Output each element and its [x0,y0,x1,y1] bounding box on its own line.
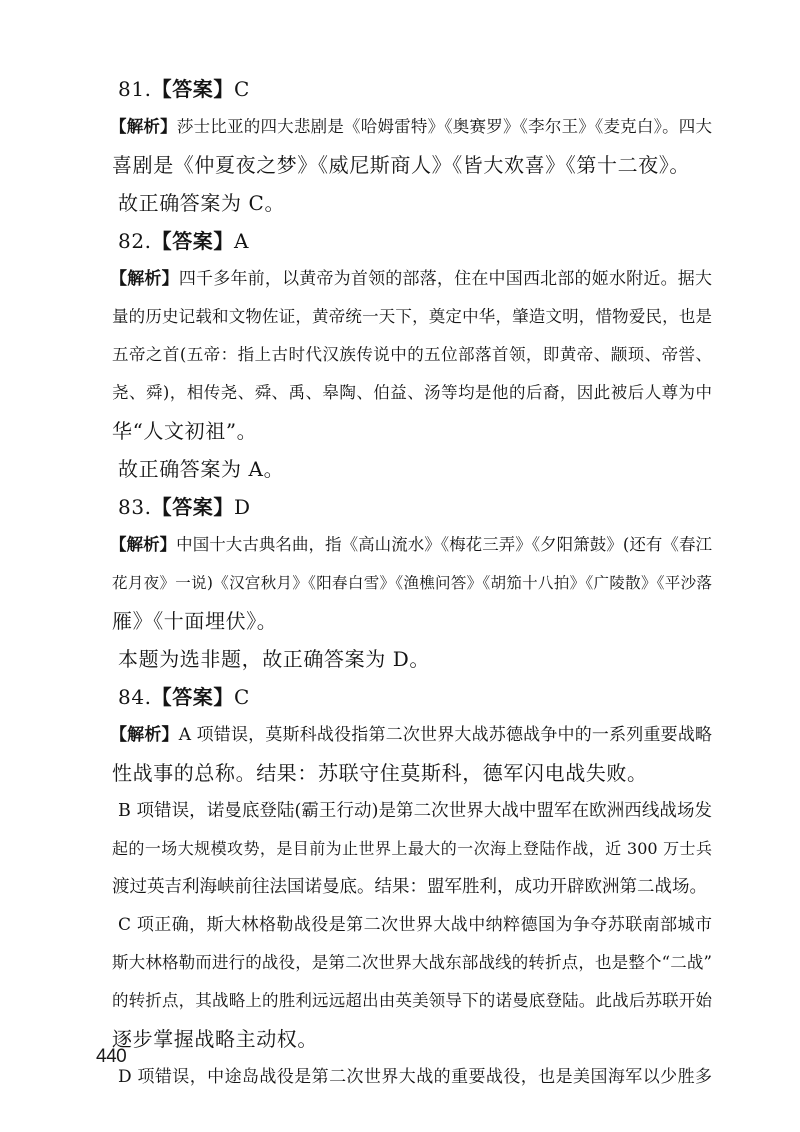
option-text: 斯大林格勒而进行的战役，是第二次世界大战东部战线的转折点，也是整个“二战” [112,953,712,972]
answer-number: 82. [118,229,152,253]
option-b-line-3 [112,868,712,906]
page-number: 440 [96,1046,127,1067]
document-page [112,70,712,1096]
analysis-81-line-1 [110,108,712,146]
option-text: 的转折点，其战略上的胜利远远超出由英美领导下的诺曼底登陆。此战后苏联开始 [112,991,712,1010]
analysis-82-line-3 [112,336,712,374]
analysis-82-line-5 [112,412,712,450]
option-text: 渡过英吉利海峡前往法国诺曼底。结果：盟军胜利，成功开辟欧洲第二战场。 [112,877,707,897]
analysis-text: 华“人文初祖”。 [112,419,258,443]
analysis-83-line-3 [112,602,712,640]
option-d-line-1 [118,1058,712,1096]
analysis-label: 【解析】 [110,269,179,289]
analysis-text: 四千多年前，以黄帝为首领的部落，住在中国西北部的姬水附近。据大 [178,269,713,289]
analysis-text: 尧、舜)，相传尧、舜、禹、皋陶、伯益、汤等均是他的后裔，因此被后人尊为中 [112,383,712,402]
analysis-84-line-1 [110,716,712,754]
option-text: 逐步掌握战略主动权。 [112,1027,318,1051]
answer-value: D [234,495,251,519]
conclusion-text: 本题为选非题，故正确答案为 D。 [118,647,430,671]
answer-number: 81. [118,77,152,101]
analysis-text: 量的历史记载和文物佐证，黄帝统一天下，奠定中华，肇造文明，惜物爱民，也是 [112,307,712,326]
analysis-label: 【解析】 [110,535,177,554]
analysis-text: 五帝之首(五帝：指上古时代汉族传说中的五位部落首领，即黄帝、颛顼、帝喾、 [112,345,712,364]
answer-label: 【答案】 [151,495,235,519]
option-c-line-4 [112,1020,712,1058]
conclusion-83 [118,640,712,678]
answer-label: 【答案】 [151,77,235,101]
analysis-text: 莎士比亚的四大悲剧是《哈姆雷特》《奥赛罗》《李尔王》《麦克白》。四大 [176,117,713,136]
answer-value: A [234,229,250,253]
option-text: D 项错误，中途岛战役是第二次世界大战的重要战役，也是美国海军以少胜多 [118,1067,712,1087]
option-b-line-1 [118,792,712,830]
analysis-text: 中国十大古典名曲，指《高山流水》《梅花三弄》《夕阳箫鼓》(还有《春江 [176,535,713,554]
option-text: B 项错误，诺曼底登陆(霸王行动)是第二次世界大战中盟军在欧洲西线战场发 [118,801,712,821]
analysis-label: 【解析】 [110,117,177,136]
analysis-text: 喜剧是《仲夏夜之梦》《威尼斯商人》《皆大欢喜》《第十二夜》。 [112,153,690,177]
answer-81 [118,70,712,108]
answer-number: 84. [118,685,152,709]
analysis-82-line-1 [110,260,712,298]
option-c-line-3 [112,982,712,1020]
analysis-81-line-2 [112,146,712,184]
conclusion-81 [118,184,712,222]
option-text: 起的一场大规模攻势，是目前为止世界上最大的一次海上登陆作战，近 300 万士兵 [112,839,712,858]
analysis-text: A 项错误，莫斯科战役指第二次世界大战苏德战争中的一系列重要战略 [178,725,712,745]
analysis-82-line-4 [112,374,712,412]
analysis-text: 雁》《十面埋伏》。 [112,609,278,633]
answer-83 [118,488,712,526]
answer-84 [118,678,712,716]
analysis-84-line-2 [112,754,712,792]
analysis-label: 【解析】 [110,725,179,745]
option-c-line-2 [112,944,712,982]
analysis-text: 花月夜》一说)《汉宫秋月》《阳春白雪》《渔樵问答》《胡笳十八拍》《广陵散》《平沙落 [112,574,712,592]
answer-82 [118,222,712,260]
answer-label: 【答案】 [151,685,235,709]
conclusion-text: 故正确答案为 A。 [118,457,285,481]
analysis-83-line-1 [110,526,712,564]
analysis-82-line-2 [112,298,712,336]
conclusion-text: 故正确答案为 C。 [118,191,286,215]
analysis-83-line-2 [112,564,712,602]
answer-value: C [234,77,250,101]
option-c-line-1 [118,906,712,944]
answer-number: 83. [118,495,152,519]
answer-value: C [234,685,250,709]
option-text: C 项正确，斯大林格勒战役是第二次世界大战中纳粹德国为争夺苏联南部城市 [118,915,712,935]
answer-label: 【答案】 [151,229,235,253]
conclusion-82 [118,450,712,488]
analysis-text: 性战事的总称。结果：苏联守住莫斯科，德军闪电战失败。 [112,761,648,785]
option-b-line-2 [112,830,712,868]
